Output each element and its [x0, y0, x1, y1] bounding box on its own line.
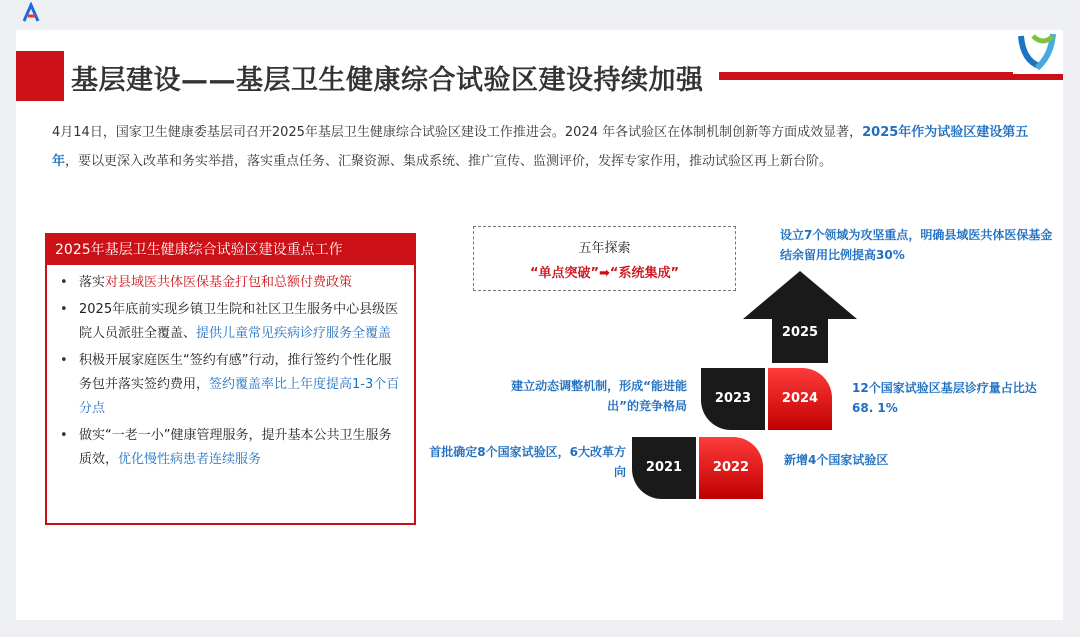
- item-highlight: 优化慢性病患者连续服务: [118, 452, 262, 467]
- intro-paragraph: [52, 118, 1037, 176]
- note-2022: 新增4个国家试验区: [784, 453, 889, 467]
- note-2021: 首批确定8个国家试验区，6大改革方向: [429, 445, 626, 479]
- step-2023: 2023: [701, 368, 765, 430]
- focus-work-box: [45, 233, 416, 525]
- focus-box-header: 2025年基层卫生健康综合试验区建设重点工作: [47, 235, 414, 265]
- item-text: 落实: [79, 275, 106, 290]
- list-item: [57, 271, 404, 295]
- list-item: [57, 298, 404, 346]
- step-2025: 2025: [772, 315, 828, 363]
- step-2024: 2024: [768, 368, 832, 430]
- title-accent-block: [16, 51, 64, 101]
- item-highlight: 提供儿童常见疾病诊疗服务全覆盖: [196, 326, 392, 341]
- app-toolbar: [0, 0, 1080, 30]
- explore-title: 五年探索: [578, 241, 631, 256]
- intro-text-1: 4月14日，国家卫生健康委基层司召开2025年基层卫生健康综合试验区建设工作推进会。2024 年各试验区在体制机制创新等方面成效显著，: [52, 125, 863, 140]
- note-2025: 设立7个领域为攻坚重点，明确县域医共体医保基金结余留用比例提高30%: [780, 228, 1053, 262]
- title-underline: [719, 72, 1063, 80]
- step-2022: 2022: [699, 437, 763, 499]
- item-highlight: 对县域医共体医保基金打包和总额付费政策: [105, 275, 353, 290]
- step-2021: 2021: [632, 437, 696, 499]
- intro-highlight: 2025年作为试验区建设第五年: [52, 125, 1029, 169]
- item-text: 积极开展家庭医生“签约有感”行动，推行签约个性化服务包并落实签约费用，: [79, 353, 392, 392]
- up-arrow-icon: [743, 271, 857, 319]
- item-text: 2025年底前实现乡镇卫生院和社区卫生服务中心县级医院人员派驻全覆盖、: [79, 302, 399, 341]
- intro-text-2: ，要以更深入改革和务实举措，落实重点任务、汇聚资源、集成系统、推广宣传、监测评价，发挥专家作用，推动试验区再上新台阶。: [65, 154, 833, 169]
- note-2023: 建立动态调整机制，形成“能进能出”的竞争格局: [511, 379, 687, 413]
- brand-logo-icon: [1013, 30, 1063, 74]
- note-2024: 12个国家试验区基层诊疗量占比达68. 1%: [852, 381, 1037, 415]
- page-title: 基层建设——基层卫生健康综合试验区建设持续加强: [71, 65, 704, 96]
- app-logo-icon[interactable]: [19, 2, 43, 24]
- item-text: 做实“一老一小”健康管理服务，提升基本公共卫生服务质效，: [79, 428, 392, 467]
- list-item: [57, 424, 404, 472]
- explore-subtitle: “单点突破”➡“系统集成”: [529, 266, 680, 281]
- list-item: [57, 349, 404, 421]
- focus-list: [47, 265, 414, 472]
- explore-box: [473, 226, 736, 291]
- item-highlight: 签约覆盖率比上年度提高1-3个百分点: [79, 377, 400, 416]
- slide: [16, 30, 1063, 620]
